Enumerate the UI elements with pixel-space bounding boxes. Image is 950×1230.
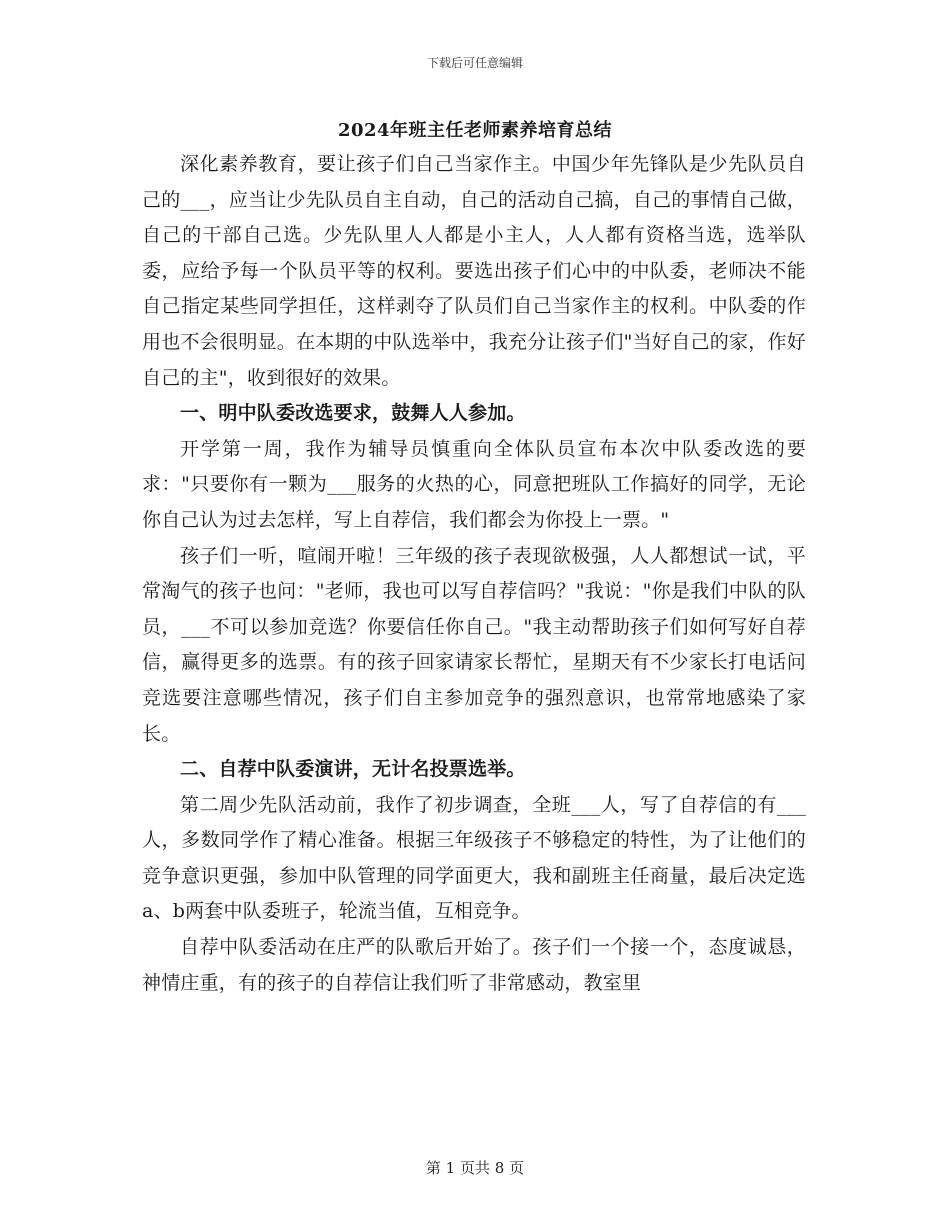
paragraph-section-2b: 自荐中队委活动在庄严的队歌后开始了。孩子们一个接一个，态度诚恳，神情庄重，有的孩子的自荐信让我们听了非常感动，教室里 (142, 936, 806, 994)
paragraph-intro: 深化素养教育，要让孩子们自己当家作主。中国少年先锋队是少先队员自己的___，应当让少先队员自主自动，自己的活动自己搞，自己的事情自己做，自己的干部自己选。少先队里人人都是小主人，人人都有资格当选，选举队委，应给予每一个队员平等的权利。要选出孩子们心中的中队委，老师决不能自己指定某些同学担任，这样剥夺了队员们自己当家作主的权利。中队委的作用也不会很明显。在本期的中队选举中，我充分让孩子们"当好自己的家，作好自己的主"，收到很好的效果。 (142, 153, 806, 389)
paragraph-section-2a: 第二周少先队活动前，我作了初步调查，全班___人，写了自荐信的有___人，多数同学作了精心准备。根据三年级孩子不够稳定的特性，为了让他们的竞争意识更强，参加中队管理的同学面更大，我和副班主任商量，最后决定选a、b两套中队委班子，轮流当值，互相竞争。 (142, 793, 806, 923)
section-heading-1: 一、明中队委改选要求，鼓舞人人参加。 (180, 402, 526, 425)
paragraph-section-1a: 开学第一周，我作为辅导员慎重向全体队员宣布本次中队委改选的要求："只要你有一颗为___服务的火热的心，同意把班队工作搞好的同学，无论你自己认为过去怎样，写上自荐信，我们都会为你投上一票。" (142, 437, 806, 531)
paragraph-section-1b: 孩子们一听，喧闹开啦！三年级的孩子表现欲极强，人人都想试一试，平常淘气的孩子也问："老师，我也可以写自荐信吗？"我说："你是我们中队的队员，___不可以参加竞选？你要信任你自己。"我主动帮助孩子们如何写好自荐信，赢得更多的选票。有的孩子回家请家长帮忙，星期天有不少家长打电话问竞选要注意哪些情况，孩子们自主参加竞争的强烈意识，也常常地感染了家长。 (142, 544, 806, 745)
document-title: 2024年班主任老师素养培育总结 (337, 120, 613, 141)
document-body (142, 147, 806, 1001)
page-footer: 第 1 页共 8 页 (425, 1159, 525, 1177)
section-heading-2: 二、自荐中队委演讲，无计名投票选举。 (180, 758, 526, 781)
header-note: 下载后可任意编辑 (426, 56, 523, 70)
